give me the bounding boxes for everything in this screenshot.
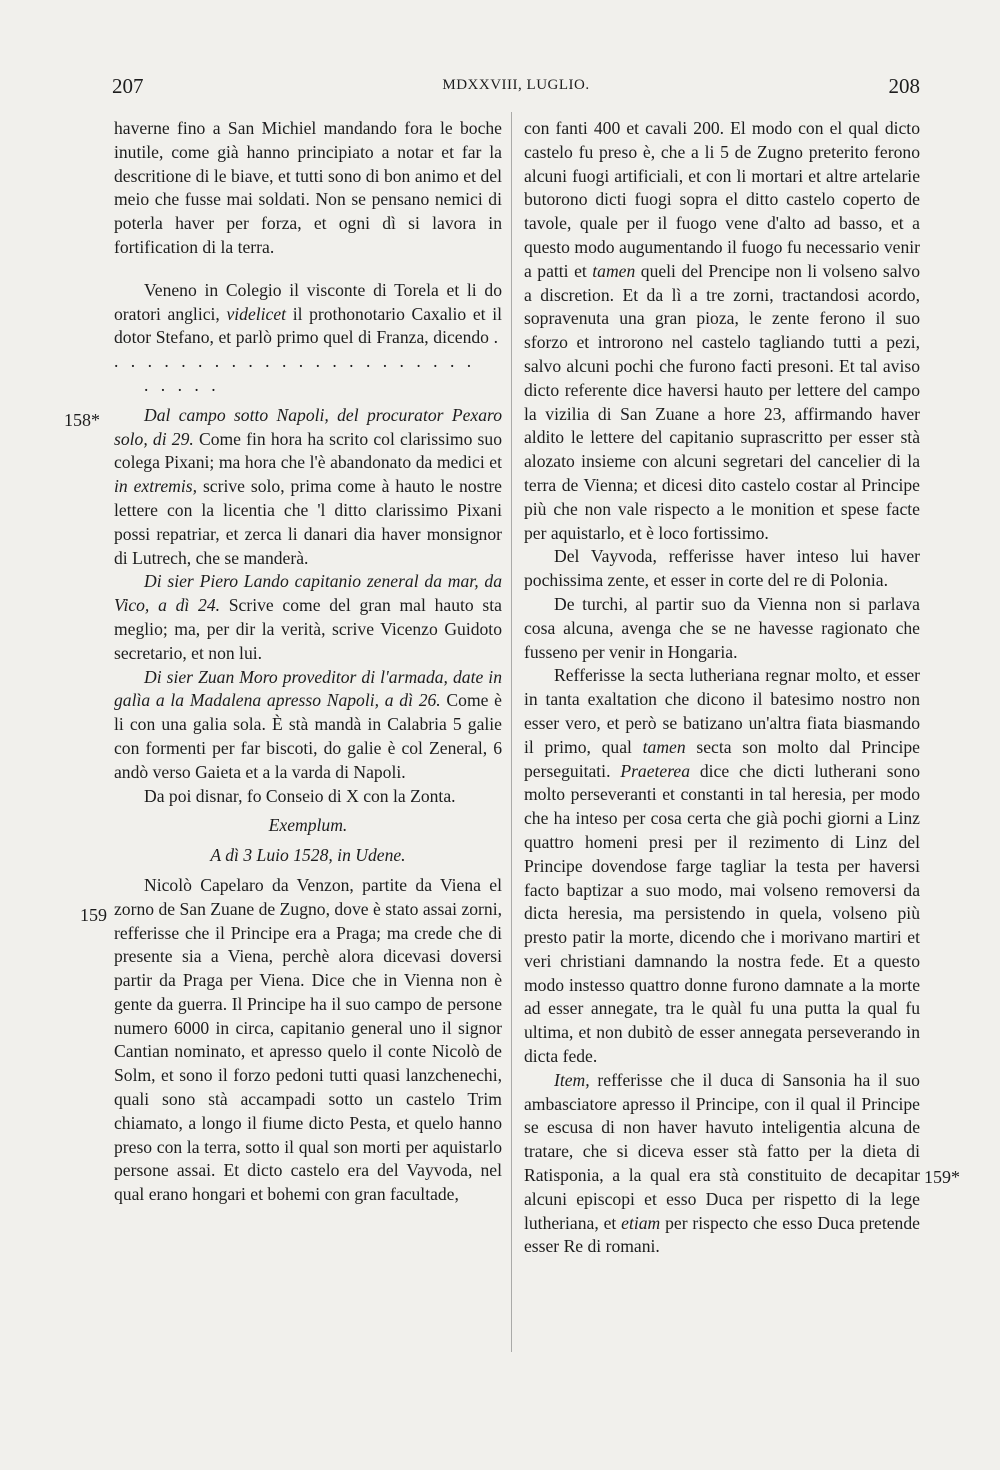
paragraph: Nicolò Capelaro da Venzon, partite da Viena el zorno de San Zuane de Zugno, dove è stato assai zorni, refferisse che il Principe era a Praga; ma crede che di presente sia a Viena, perchè alora dicevasi doversi partir da Praga per Viena. Dice che in Vienna non è gente da guerra. Il Principe ha il suo campo de persone numero 6000 in circa, capitanio general uno il signor Cantian nominato, et apresso quelo il conte Nicolò de Solm, et sono il forzo pedoni tutti quasi lanzchenechi, quali sono stà accampadi sotto un castelo Trim chiamato, a longo il fiume dicto Pesta, et quelo hanno preso con la terra, sotto il qual son morti per aquistarlo persone assai. Et dicto castelo era del Vayvoda, nel qual erano hongari et bohemi con gran facultade, — [114, 874, 502, 1205]
paragraph — [114, 666, 502, 785]
text-run: queli del Prencipe non li volseno salvo a discretion. Et da lì a tre zorni, tractandosi acordo, sopravenuta una gran pioza, le zente ferono il suo sforzo et introrono nel castelo tagliando tutti a pezi, salvo alcuni pochi che furono facti presoni. Et tal aviso dicto referente dice haversi hauto per lettere del campo la vizilia di San Zuane a hore 23, affirmando haver aldito le lettere del capitanio suprascritto per esser stà alozato insieme con alcuni segretari del cancelier di la terra de Vienna; et dicesi dito castelo costar al Principe più che non vale rispecto a le monition et spese facte per aquistarlo, et è loco fortissimo. — [524, 260, 920, 543]
text-run: dice che dicti lutherani sono molto perseveranti et constanti in tal heresia, per modo che ha inteso per cosa certa che già pochi giorni a Linz quattro homeni presi per il rezimento di Linz del Principe dovendose farge tagliar la testa per haversi facto baptizar a suo modo, mai volseno removersi da dicta heresia, ma persistendo in quela, volseno più presto patir la morte, dicendo che i morivano martiri et veri christiani damnando la nostra fede. Et a questo modo instesso quattro donne furono damnate a la morte ad esser annegate, tra le quàl fu una putta la qual fu ultima, et non dubitò de esser annegata perseverando in dicta fede. — [524, 760, 920, 1067]
letter-heading: Di sier Piero Lando capitanio zeneral da mar, da Vico, a dì 24. — [114, 571, 502, 616]
dateline: A dì 3 Luio 1528, in Udene. — [210, 845, 406, 866]
letter-heading: Di sier Zuan Moro proveditor di l'armada, date in galìa a la Madalena apresso Napoli, a dì 26. — [114, 666, 502, 711]
text-run: scrive solo, prima come à hauto le nostre lettere con la licentia che 'l ditto clarissimo Pixani possi repatriar, et zerca li danari dia haver monsignor di Lutrech, che se manderà. — [114, 476, 502, 568]
paragraph — [524, 117, 920, 545]
text-run: con fanti 400 et cavali 200. El modo con el qual dicto castelo fu preso è, che a li 5 de Zugno preterito ferono alcuni fuogi artificiali, et con li mortari et altre artelarie butorono dicti fuogi sopra el ditto castelo coperto de tavole, quale per il fuogo vene d'alto ad basso, et a questo modo augumentando il fuogo fu necessario venir a patti et — [524, 118, 920, 281]
text-run: Refferisse la secta lutheriana regnar molto, et esser in tanta exaltation che dicono il batesimo nostro non esser vero, et però se batizano un'altra fiata biasmando il primo, qual — [524, 665, 920, 757]
margin-mark-159: 159 — [80, 905, 107, 925]
text-run: Come fin hora ha scrito col clarissimo suo colega Pixani; ma hora che l'è abandonato da medici et — [114, 428, 502, 473]
paragraph: Del Vayvoda, refferisse haver inteso lui haver pochissima zente, et esser in corte del re di Polonia. — [524, 546, 920, 591]
italic-run: videlicet — [226, 303, 287, 324]
italic-run: tamen — [592, 260, 636, 281]
running-header — [112, 74, 920, 104]
column-divider — [511, 112, 512, 1352]
italic-run: Item, — [554, 1069, 590, 1090]
ellipsis: . . . . . . . . . . . . . . . . . . . . . . . — [114, 327, 502, 372]
text-run: refferisse che il duca di Sansonia ha il suo ambasciatore apresso il Principe, con il qual il Principe se escusa di non haver havuto inteligentia alcuna de tratare, che si diceva esser stà fatto per la dieta di Ratisponia, a la qual era stà constituito de decapitar alcuni episcopi et esso Duca per rispetto di la lege lutheriana, et — [524, 1069, 920, 1233]
margin-mark-158: 158* — [64, 410, 100, 430]
text-run: Veneno in Colegio il visconte di Torela et li do oratori anglici, — [114, 279, 502, 324]
text-run: Scrive come del gran mal hauto sta meglio; ma, per dir la verità, scrive Vicenzo Guidoto secretario, et non lui. — [114, 595, 502, 663]
paragraph — [524, 664, 920, 1069]
right-page-number: 208 — [888, 74, 920, 98]
italic-run: Praeterea — [620, 760, 691, 781]
paragraph — [114, 279, 502, 374]
text-run: il prothonotario Caxalio et il dotor Stefano, et parlò primo quel di Franza, dicendo — [114, 303, 502, 348]
paragraph — [114, 570, 502, 665]
section-heading: Exemplum. — [268, 815, 348, 836]
left-page-number: 207 — [112, 74, 144, 98]
text-run: Come è li con una galia sola. È stà mandà in Calabria 5 galie con formenti per far biscoti, do galie è col Zeneral, 6 andò verso Gaieta et a la varda di Napoli. — [114, 690, 502, 782]
italic-run: etiam — [621, 1212, 661, 1233]
paragraph: Da poi disnar, fo Conseio di X con la Zonta. — [144, 785, 456, 806]
margin-mark-159-star: 159* — [924, 1167, 960, 1187]
running-title: MDXXVIII, LUGLIO. — [442, 77, 590, 93]
paragraph — [524, 1069, 920, 1259]
paragraph: De turchi, al partir suo da Vienna non si parlava cosa alcuna, avenga che se ne havesse ragionato che fusseno per venir in Hongaria. — [524, 593, 920, 662]
ellipsis-line: . . . . . — [144, 374, 220, 395]
paragraph — [114, 404, 502, 571]
right-column — [524, 117, 920, 1259]
italic-run: in extremis, — [114, 476, 197, 497]
letter-heading: Dal campo sotto Napoli, del procurator Pexaro solo, di 29. — [114, 404, 502, 449]
text-run: secta son molto dal Principe perseguitati. — [524, 736, 920, 781]
italic-run: tamen — [642, 736, 686, 757]
paragraph: haverne fino a San Michiel mandando fora le boche inutile, come già hanno principiato a notar et far la descritione di le biave, et tutti sono di bon animo et del meio che fusse mai soldati. Non se pensano nemici di poterla haver per forza, et ogni dì si lavora in fortification di la terra. — [114, 118, 502, 257]
left-column — [114, 117, 502, 1207]
text-run: per rispecto che esso Duca pretende esser Re di romani. — [524, 1212, 920, 1257]
